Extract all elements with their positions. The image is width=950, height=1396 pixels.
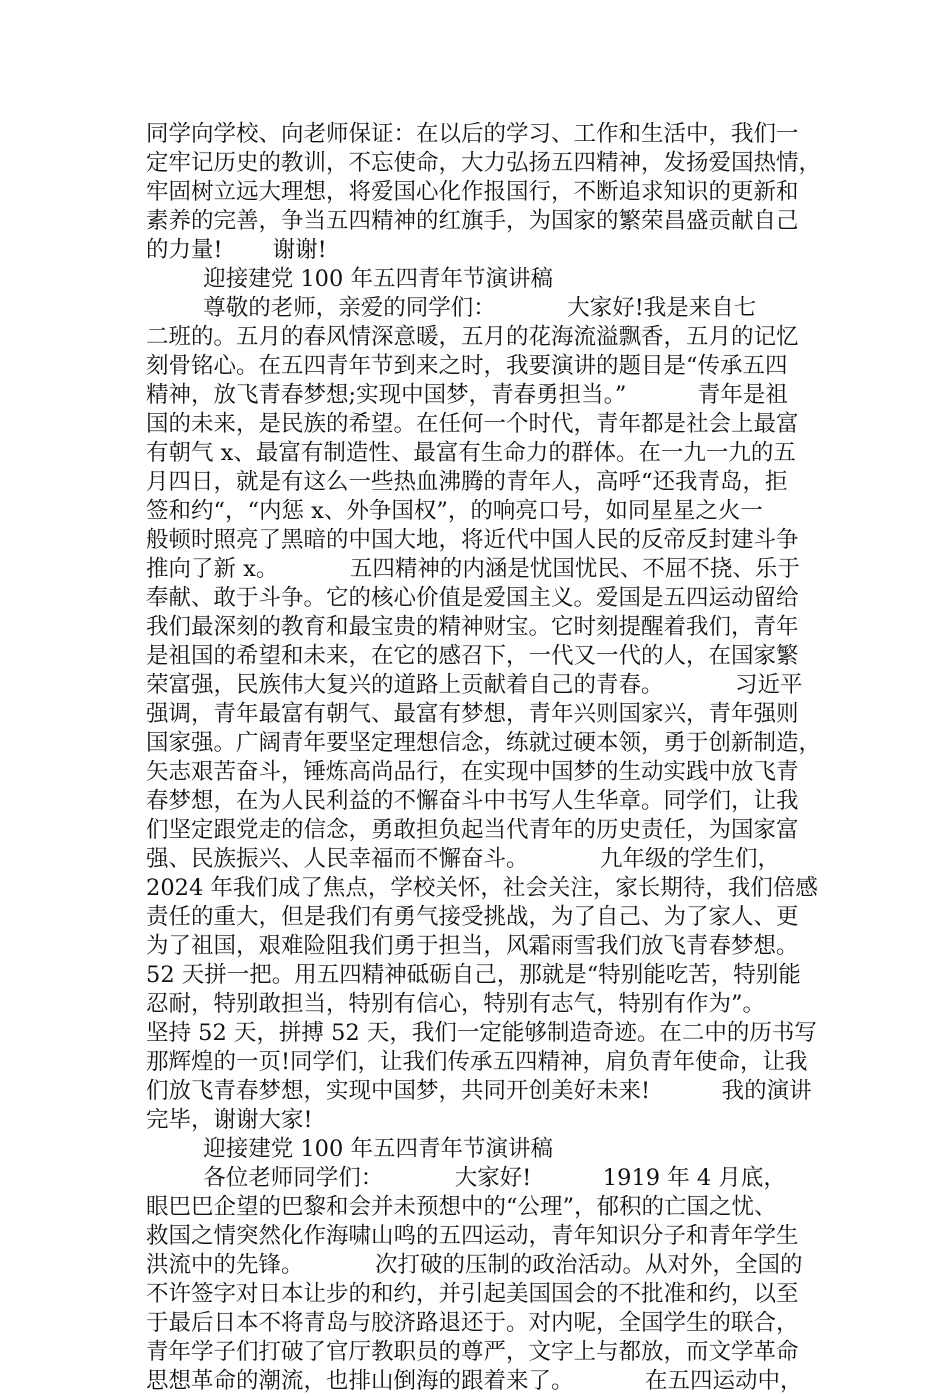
text-line: 洪流中的先锋。 次打破的压制的政治活动。从对外，全国的: [146, 1252, 803, 1278]
text-line: 不许签字对日本让步的和约，并引起美国国会的不批准和约，以至: [146, 1281, 799, 1307]
text-line: 尊敬的老师，亲爱的同学们： 大家好!我是来自七: [146, 295, 757, 321]
text-line: 眼巴巴企望的巴黎和会并未预想中的“公理”，郁积的亡国之忧、: [146, 1194, 777, 1220]
text-line: 我们最深刻的教育和最宝贵的精神财宝。它时刻提醒着我们，青年: [146, 614, 799, 640]
text-line: 各位老师同学们： 大家好! 1919 年 4 月底，: [146, 1165, 786, 1191]
text-line: 是祖国的希望和未来，在它的感召下，一代又一代的人，在国家繁: [146, 643, 799, 669]
text-line: 国家强。广阔青年要坚定理想信念，练就过硬本领，勇于创新制造，: [146, 730, 822, 756]
text-line: 牢固树立远大理想，将爱国心化作报国行，不断追求知识的更新和: [146, 179, 799, 205]
text-line: 于最后日本不将青岛与胶济路退还于。对内呢，全国学生的联合，: [146, 1310, 799, 1336]
text-line: 国的未来，是民族的希望。在任何一个时代，青年都是社会上最富: [146, 411, 799, 437]
text-line: 强、民族振兴、人民幸福而不懈奋斗。 九年级的学生们，: [146, 846, 781, 872]
text-line: 为了祖国，艰难险阻我们勇于担当，风霜雨雪我们放飞青春梦想。: [146, 933, 799, 959]
text-line: 的力量! 谢谢!: [146, 237, 327, 263]
text-line: 荣富强，民族伟大复兴的道路上贡献着自己的青春。 习近平: [146, 672, 803, 698]
text-line: 春梦想，在为人民利益的不懈奋斗中书写人生华章。同学们，让我: [146, 788, 799, 814]
text-line: 们坚定跟党走的信念，勇敢担负起当代青年的历史责任，为国家富: [146, 817, 799, 843]
text-line: 推向了新 x。 五四精神的内涵是忧国忧民、不屈不挠、乐于: [146, 556, 800, 582]
text-line: 迎接建党 100 年五四青年节演讲稿: [146, 1136, 553, 1162]
text-line: 救国之情突然化作海啸山鸣的五四运动，青年知识分子和青年学生: [146, 1223, 799, 1249]
text-line: 52 天拼一把。用五四精神砥砺自己，那就是“特别能吃苦，特别能: [146, 962, 801, 988]
text-line: 青年学子们打破了官厅教职员的尊严，文字上与都放，而文学革命: [146, 1339, 799, 1365]
text-line: 强调，青年最富有朝气、最富有梦想，青年兴则国家兴，青年强则: [146, 701, 799, 727]
text-line: 那辉煌的一页!同学们，让我们传承五四精神，肩负青年使命，让我: [146, 1049, 808, 1075]
text-line: 们放飞青春梦想，实现中国梦，共同开创美好未来! 我的演讲: [146, 1078, 812, 1104]
text-line: 定牢记历史的教训，不忘使命，大力弘扬五四精神，发扬爱国热情，: [146, 150, 822, 176]
text-line: 签和约“，“内惩 x、外争国权”，的响亮口号，如同星星之火一: [146, 498, 763, 524]
text-line: 奉献、敢于斗争。它的核心价值是爱国主义。爱国是五四运动留给: [146, 585, 799, 611]
text-line: 二班的。五月的春风情深意暖，五月的花海流溢飘香，五月的记忆: [146, 324, 799, 350]
text-line: 月四日，就是有这么一些热血沸腾的青年人，高呼“还我青岛，拒: [146, 469, 788, 495]
text-line: 2024 年我们成了焦点，学校关怀，社会关注，家长期待，我们倍感: [146, 875, 818, 901]
text-line: 刻骨铭心。在五四青年节到来之时，我要演讲的题目是“传承五四: [146, 353, 788, 379]
text-line: 精神，放飞青春梦想;实现中国梦，青春勇担当。” 青年是祖: [146, 382, 788, 408]
text-line: 思想革命的潮流，也排山倒海的跟着来了。 在五四运动中，: [146, 1368, 803, 1394]
text-line: 素养的完善，争当五四精神的红旗手，为国家的繁荣昌盛贡献自己: [146, 208, 799, 234]
body-text: [146, 120, 836, 1396]
text-line: 责任的重大，但是我们有勇气接受挑战，为了自己、为了家人、更: [146, 904, 799, 930]
text-line: 坚持 52 天，拼搏 52 天，我们一定能够制造奇迹。在二中的历书写: [146, 1020, 817, 1046]
text-line: 有朝气 x、最富有制造性、最富有生命力的群体。在一九一九的五: [146, 440, 796, 466]
text-line: 迎接建党 100 年五四青年节演讲稿: [146, 266, 553, 292]
text-line: 矢志艰苦奋斗，锤炼高尚品行，在实现中国梦的生动实践中放飞青: [146, 759, 799, 785]
text-line: 忍耐，特别敢担当，特别有信心，特别有志气，特别有作为”。: [146, 991, 766, 1017]
text-line: 同学向学校、向老师保证：在以后的学习、工作和生活中，我们一: [146, 121, 799, 147]
text-line: 完毕，谢谢大家!: [146, 1107, 313, 1133]
text-line: 般顿时照亮了黑暗的中国大地，将近代中国人民的反帝反封建斗争: [146, 527, 799, 553]
